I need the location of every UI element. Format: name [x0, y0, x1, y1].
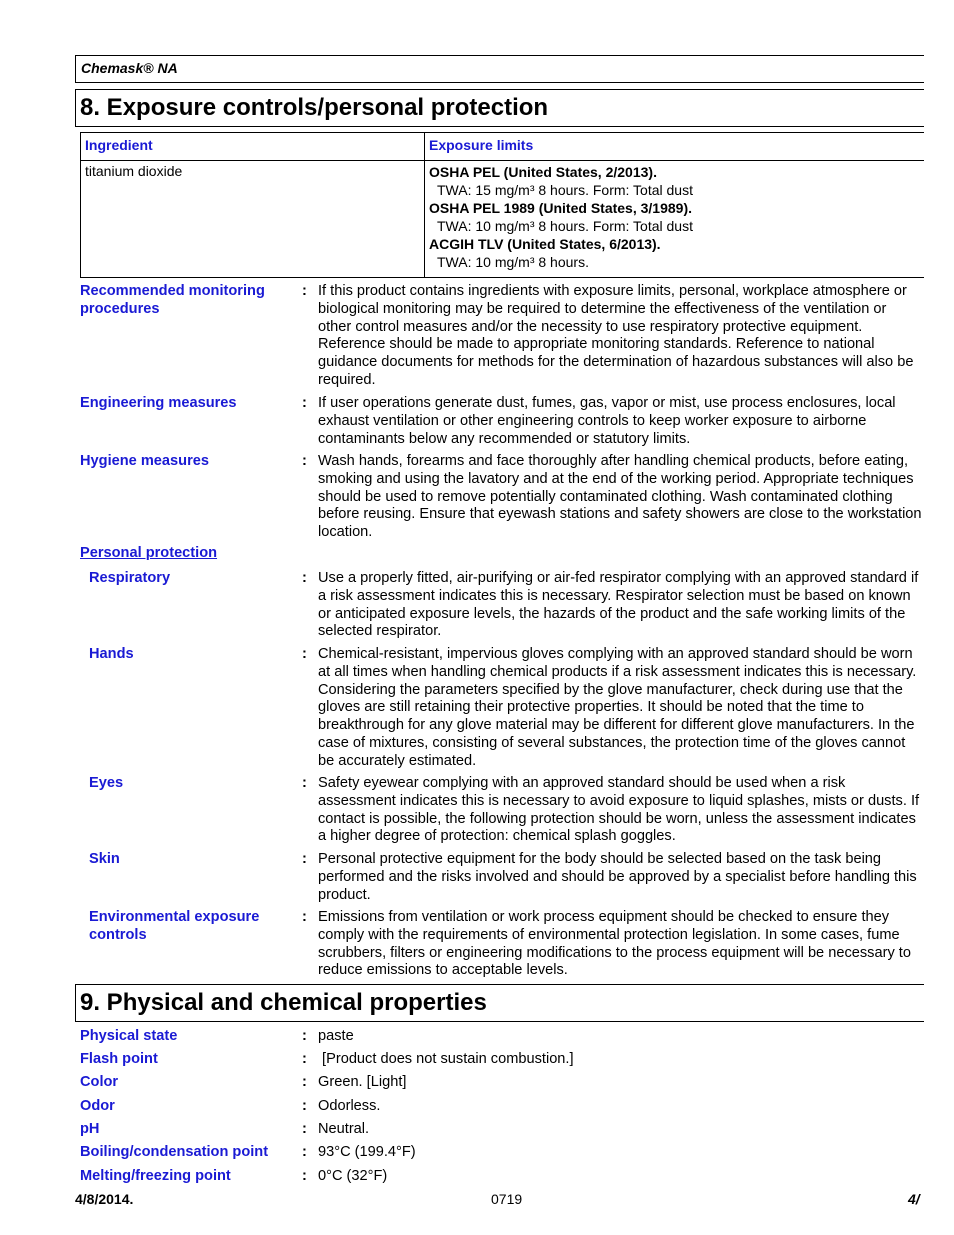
colon: :: [302, 570, 307, 586]
property-value: [Product does not sustain combustion.]: [318, 1051, 574, 1067]
colon: :: [302, 1098, 307, 1114]
colon: :: [302, 851, 307, 867]
footer-page: 4/: [908, 1191, 920, 1207]
footer-code: 0719: [491, 1191, 523, 1207]
monitoring-label: Recommended monitoring procedures: [80, 283, 265, 317]
colon: :: [302, 1168, 307, 1184]
monitoring-value: If this product contains ingredients with exposure limits, personal, workplace atmosphere or biological monitoring may be required to determine the effectiveness of the ventilation or other control measures and/or the necessity to use respiratory protective equipment. Reference should be made to appropriate monitoring standards. Reference to national guidance documents for methods for the determination of hazardous substances will also be required.: [318, 283, 914, 388]
hands-label: Hands: [89, 646, 134, 662]
footer-date: 4/8/2014.: [75, 1191, 134, 1207]
product-name: Chemask® NA: [81, 60, 178, 76]
hygiene-value: Wash hands, forearms and face thoroughly after handling chemical products, before eating, smoking and using the lavatory and at the end of the working period. Appropriate techniques should be used to remove potentially contaminated clothing. Wash contaminated clothing before reusing. Ensure that eyewash stations and safety showers are close to the workstation location.: [318, 453, 922, 541]
property-label: Melting/freezing point: [80, 1168, 231, 1184]
property-label: pH: [80, 1121, 100, 1137]
eyes-label: Eyes: [89, 775, 124, 791]
colon: :: [302, 909, 307, 925]
skin-label: Skin: [89, 851, 120, 867]
hygiene-label: Hygiene measures: [80, 453, 209, 469]
property-value: Green. [Light]: [318, 1074, 407, 1090]
colon: :: [302, 453, 307, 469]
limit-line: TWA: 15 mg/m³ 8 hours. Form: Total dust: [437, 182, 693, 198]
limit-line: ACGIH TLV (United States, 6/2013).: [429, 236, 661, 252]
limit-line: OSHA PEL 1989 (United States, 3/1989).: [429, 200, 692, 216]
property-value: Neutral.: [318, 1121, 370, 1137]
environmental-value: Emissions from ventilation or work process equipment should be checked to ensure they comply with the requirements of environmental protection legislation. In some cases, fume scrubbers, filters or engineering modifications to the process equipment will be necessary to reduce emissions to acceptable levels.: [318, 909, 911, 979]
colon: :: [302, 1121, 307, 1137]
respiratory-value: Use a properly fitted, air-purifying or air-fed respirator complying with an approved standard if a risk assessment indicates this is necessary. Respirator selection must be based on known or anticipated exposure levels, the hazards of the product and the safe working limits of the selected respirator.: [318, 570, 919, 640]
eyes-value: Safety eyewear complying with an approved standard should be used when a risk assessment indicates this is necessary to avoid exposure to liquid splashes, mists or dusts. If contact is possible, the following protection should be worn, unless the assessment indicates a higher degree of protection: chemical splash goggles.: [318, 775, 920, 845]
property-label: Color: [80, 1074, 119, 1090]
engineering-label: Engineering measures: [80, 395, 237, 411]
property-label: Boiling/condensation point: [80, 1144, 269, 1160]
ingredient-cell: titanium dioxide: [85, 163, 183, 179]
property-label: Flash point: [80, 1051, 158, 1067]
exposure-limits-header: Exposure limits: [429, 137, 534, 153]
colon: :: [302, 1051, 307, 1067]
limit-line: TWA: 10 mg/m³ 8 hours.: [437, 254, 589, 270]
colon: :: [302, 1144, 307, 1160]
property-label: Physical state: [80, 1028, 178, 1044]
exposure-limits-table: [80, 132, 924, 278]
limit-line: OSHA PEL (United States, 2/2013).: [429, 164, 657, 180]
limit-line: TWA: 10 mg/m³ 8 hours. Form: Total dust: [437, 218, 693, 234]
colon: :: [302, 395, 307, 411]
personal-protection-heading: Personal protection: [80, 545, 218, 561]
property-value: Odorless.: [318, 1098, 381, 1114]
colon: :: [302, 1074, 307, 1090]
engineering-value: If user operations generate dust, fumes, gas, vapor or mist, use process enclosures, local exhaust ventilation or other engineering controls to keep worker exposure to airborne contaminants below any recommended or statutory limits.: [318, 395, 896, 447]
environmental-label: Environmental exposure controls: [89, 909, 260, 943]
colon: :: [302, 1028, 307, 1044]
respiratory-label: Respiratory: [89, 570, 171, 586]
skin-value: Personal protective equipment for the body should be selected based on the task being performed and the risks involved and should be approved by a specialist before handling this product.: [318, 851, 917, 903]
property-value: 93°C (199.4°F): [318, 1144, 416, 1160]
colon: :: [302, 646, 307, 662]
document-header: [75, 55, 924, 83]
property-value: 0°C (32°F): [318, 1168, 388, 1184]
property-label: Odor: [80, 1098, 115, 1114]
colon: :: [302, 775, 307, 791]
section-8-title: 8. Exposure controls/personal protection: [75, 89, 924, 127]
colon: :: [302, 283, 307, 299]
limits-cell: [429, 163, 693, 271]
ingredient-header: Ingredient: [85, 137, 153, 153]
hands-value: Chemical-resistant, impervious gloves complying with an approved standard should be worn at all times when handling chemical products if a risk assessment indicates this is necessary. Considering the parameters specified by the glove manufacturer, check during use that the gloves are still retaining their protective properties. It should be noted that the time to breakthrough for any glove material may be different for different glove manufacturers. In the case of mixtures, consisting of several substances, the protection time of the gloves cannot be accurately estimated.: [318, 646, 917, 769]
property-value: paste: [318, 1028, 354, 1044]
section-9-title: 9. Physical and chemical properties: [75, 984, 924, 1022]
